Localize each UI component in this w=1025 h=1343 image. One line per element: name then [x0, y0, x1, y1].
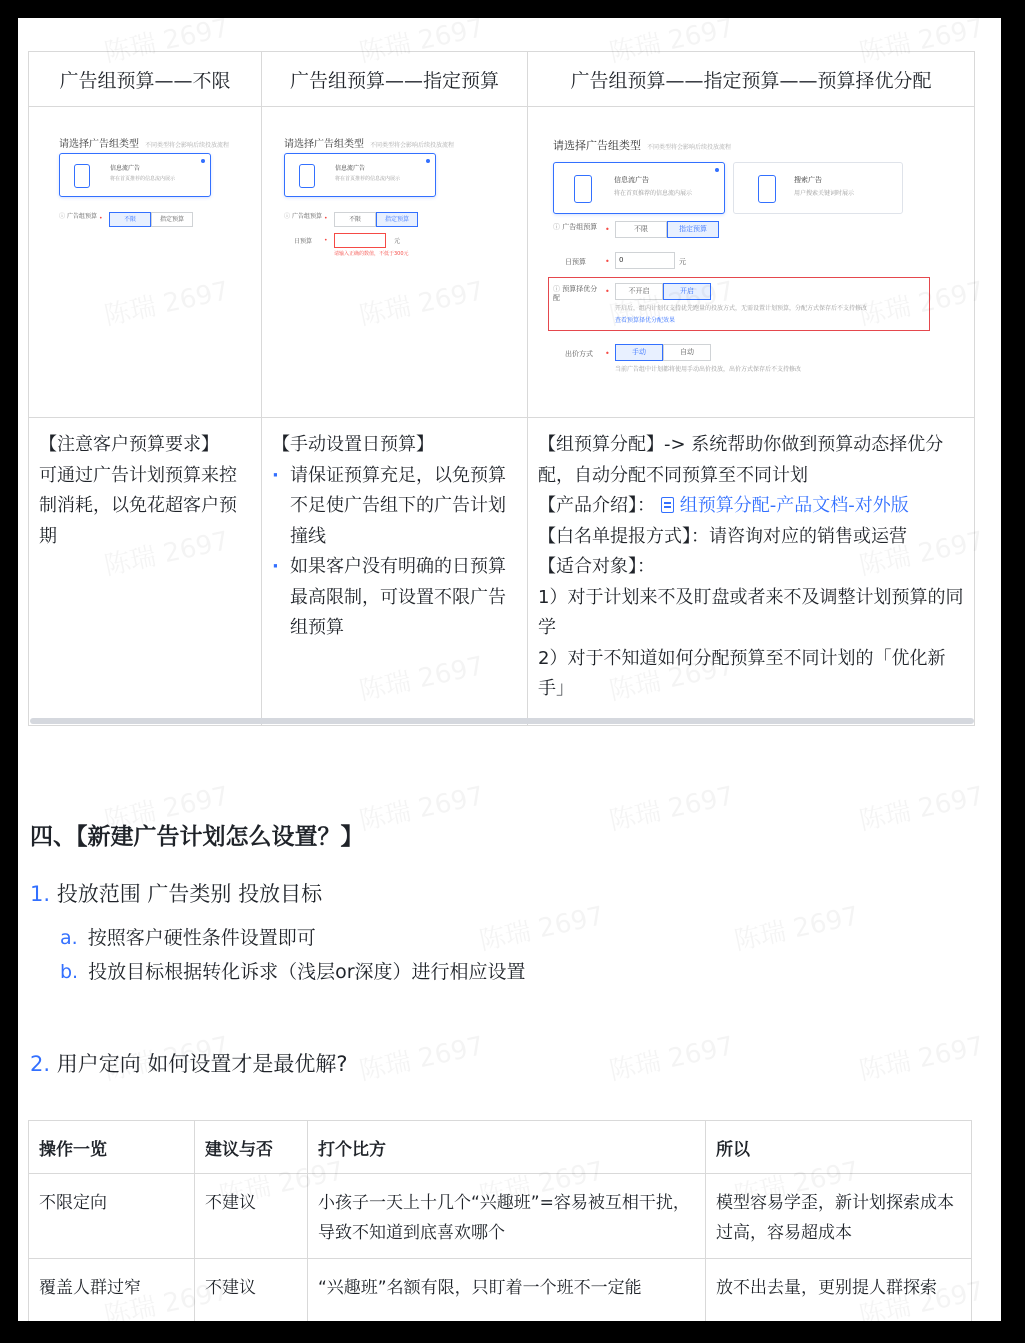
unlimited-button[interactable]: 不限 — [334, 212, 376, 227]
subheading-1 — [30, 878, 322, 908]
search-phone-icon — [758, 175, 776, 203]
table-cell: 小孩子一天上十几个“兴趣班”=容易被互相干扰，导致不知道到底喜欢哪个 — [308, 1174, 706, 1259]
table-cell: 覆盖人群过窄 — [29, 1259, 195, 1322]
yuan-unit: 元 — [679, 258, 686, 266]
table-cell: 不建议 — [195, 1174, 308, 1259]
select-type-title: 请选择广告组类型 — [553, 139, 641, 152]
watermark — [476, 895, 607, 957]
optimize-label: 预算择优分配 — [553, 285, 598, 302]
specified-notes-title: 【手动设置日预算】 — [272, 434, 434, 455]
table-cell: 模型容易学歪，新计划探索成本过高，容易超成本 — [706, 1174, 972, 1259]
select-type-hint: 不同类型将会影响后续投放流程 — [145, 142, 230, 149]
select-type-hint: 不同类型将会影响后续投放流程 — [370, 142, 455, 149]
specified-notes — [262, 418, 528, 726]
yuan-unit: 元 — [394, 238, 401, 245]
table-header: 所以 — [706, 1121, 972, 1174]
feed-ad-card[interactable] — [553, 162, 725, 214]
specified-button[interactable]: 指定预算 — [667, 221, 719, 238]
daily-budget-label: 日预算 — [565, 258, 586, 266]
search-ad-card[interactable] — [733, 162, 903, 214]
sub-item-a — [60, 923, 316, 950]
search-ad-label: 搜索广告 — [794, 176, 822, 184]
auto-bid-button[interactable]: 自动 — [663, 344, 711, 361]
table-cell: 不建议 — [195, 1259, 308, 1322]
unlimited-button[interactable]: 不限 — [109, 212, 151, 227]
optimize-on-button[interactable]: 开启 — [663, 283, 711, 300]
watermark — [856, 1025, 987, 1087]
feed-ad-label: 信息流广告 — [614, 176, 649, 184]
table-header: 打个比方 — [308, 1121, 706, 1174]
watermark — [731, 895, 862, 957]
targeting-table — [28, 1120, 972, 1321]
target-item-2: 2）对于不知道如何分配预算至不同计划的「优化新手」 — [538, 647, 946, 699]
budget-label: 广告组预算 — [562, 223, 598, 231]
phone-icon — [299, 164, 315, 188]
table-row — [29, 1259, 972, 1322]
target-item-1: 1）对于计划来不及盯盘或者来不及调整计划预算的同学 — [538, 586, 964, 638]
select-type-title: 请选择广告组类型 — [59, 139, 139, 150]
table-header: 建议与否 — [195, 1121, 308, 1174]
sub-item-b-text: 投放目标根据转化诉求（浅层or深度）进行相应设置 — [88, 961, 526, 983]
budget-table — [28, 51, 975, 726]
phone-icon — [574, 175, 592, 203]
bid-desc: 当前广告组中计划都将使用手动出价投放，出价方式保存后不支持修改 — [615, 366, 802, 373]
daily-budget-input[interactable] — [334, 233, 386, 248]
target-title: 【适合对象】： — [538, 556, 655, 577]
table-cell: “兴趣班”名额有限，只盯着一个班不一定能 — [308, 1259, 706, 1322]
watermark — [356, 775, 487, 837]
table-cell: 不限定向 — [29, 1174, 195, 1259]
feed-ad-card[interactable] — [59, 153, 211, 197]
unlimited-notes-title: 【注意客户预算要求】 — [39, 434, 219, 455]
select-type-title: 请选择广告组类型 — [284, 139, 364, 150]
budget-label: 广告组预算 — [291, 213, 322, 220]
optimize-off-button[interactable]: 不开启 — [615, 283, 663, 300]
optimize-link[interactable]: 查看预算择优分配效果 — [615, 317, 676, 324]
watermark — [356, 1025, 487, 1087]
watermark — [606, 775, 737, 837]
document-page — [18, 18, 1001, 1321]
optimize-desc: 开启后，组内计划仅支持优先跑量的投放方式，无需设置计划预算，分配方式保存后不支持修改 — [615, 305, 868, 312]
feed-ad-card[interactable] — [284, 153, 436, 197]
unlimited-notes — [29, 418, 262, 726]
watermark — [606, 1025, 737, 1087]
budget-label: 广告组预算 — [66, 213, 97, 220]
screenshot-unlimited: 请选择广告组类型 不同类型将会影响后续投放流程 信息流广告 将在首页推荐的信息流内展示 ⓘ 广告组预算 • 不限 指定预算 — [29, 107, 262, 418]
table-cell: 放不出去量，更别提人群探索 — [706, 1259, 972, 1322]
sub-item-a-text: 按照客户硬性条件设置即可 — [87, 927, 316, 949]
specified-button[interactable]: 指定预算 — [151, 212, 193, 227]
select-type-hint: 不同类型将会影响后续投放流程 — [647, 144, 732, 151]
header-specified: 广告组预算——指定预算 — [262, 52, 528, 107]
product-doc-link-text: 组预算分配-产品文档-对外版 — [679, 495, 909, 516]
subheading-2-text: 用户定向 如何设置才是最优解? — [56, 1052, 348, 1076]
header-unlimited: 广告组预算——不限 — [29, 52, 262, 107]
unlimited-notes-body: 可通过广告计划预算来控制消耗，以免花超客户预期 — [39, 464, 237, 547]
subheading-2-number: 2. — [30, 1052, 51, 1076]
horizontal-scrollbar[interactable] — [30, 718, 974, 724]
table-header: 操作一览 — [29, 1121, 195, 1174]
feed-ad-desc: 将在首页推荐的信息流内展示 — [614, 190, 693, 197]
sub-item-b-marker: b. — [60, 961, 79, 983]
phone-icon — [74, 164, 90, 188]
watermark — [856, 775, 987, 837]
specified-notes-list — [272, 461, 517, 644]
feed-ad-label: 信息流广告 — [110, 165, 141, 172]
section-heading: 四、【新建广告计划怎么设置？】 — [30, 824, 364, 850]
search-ad-desc: 用户搜索关键词时展示 — [794, 190, 855, 197]
subheading-1-number: 1. — [30, 882, 51, 906]
table-row — [29, 1174, 972, 1259]
subheading-1-text: 投放范围 广告类别 投放目标 — [56, 882, 323, 906]
feed-ad-desc: 将在首页推荐的信息流内展示 — [335, 176, 401, 182]
specified-button[interactable]: 指定预算 — [376, 212, 418, 227]
daily-budget-label: 日预算 — [294, 238, 313, 245]
screenshot-optimized: 请选择广告组类型 不同类型将会影响后续投放流程 信息流广告 将在首页推荐的信息流内展示 搜索广告 用户搜索关键词时展示 ⓘ 广告组预算 • 不限 指定预算 日预算 • 0 元 ⓘ 预算择优分配 • 不开启 开启 开启后，组内计划仅支持优先跑量的投放方式，无需设置计划预算，分配方式保存后不支持修改 查看预算择优分配效果 出价方式 • 手动 自动 当前广告组中计划都将使用手动出价投放，出价方式保存后不支持修改 — [528, 107, 975, 418]
whitelist-info: 【白名单提报方式】：请咨询对应的销售或运营 — [538, 525, 907, 547]
product-label: 【产品介绍】： — [538, 495, 655, 516]
product-doc-link[interactable] — [661, 495, 909, 516]
daily-budget-input[interactable]: 0 — [615, 252, 675, 269]
sub-item-a-marker: a. — [60, 927, 78, 949]
header-optimized: 广告组预算——指定预算——预算择优分配 — [528, 52, 975, 107]
list-item: · 如果客户没有明确的日预算最高限制，可设置不限广告组预算 — [290, 552, 517, 644]
document-icon — [661, 497, 674, 513]
optimized-notes — [528, 418, 975, 726]
product-intro — [538, 491, 964, 522]
manual-bid-button[interactable]: 手动 — [615, 344, 663, 361]
screenshot-specified: 请选择广告组类型 不同类型将会影响后续投放流程 信息流广告 将在首页推荐的信息流内展示 ⓘ 广告组预算 • 不限 指定预算 日预算 • 元 请输入正确的数值，不低于300元 — [262, 107, 528, 418]
feed-ad-desc: 将在首页推荐的信息流内展示 — [110, 176, 176, 182]
sub-item-b — [60, 957, 526, 984]
subheading-2 — [30, 1048, 348, 1078]
bid-label: 出价方式 — [565, 350, 593, 358]
optimized-intro: 【组预算分配】-> 系统帮助你做到预算动态择优分配，自动分配不同预算至不同计划 — [538, 434, 944, 486]
list-item: · 请保证预算充足，以免预算不足使广告组下的广告计划撞线 — [290, 461, 517, 553]
feed-ad-label: 信息流广告 — [335, 165, 366, 172]
unlimited-button[interactable]: 不限 — [615, 221, 667, 238]
error-tip: 请输入正确的数值，不低于300元 — [334, 251, 409, 257]
